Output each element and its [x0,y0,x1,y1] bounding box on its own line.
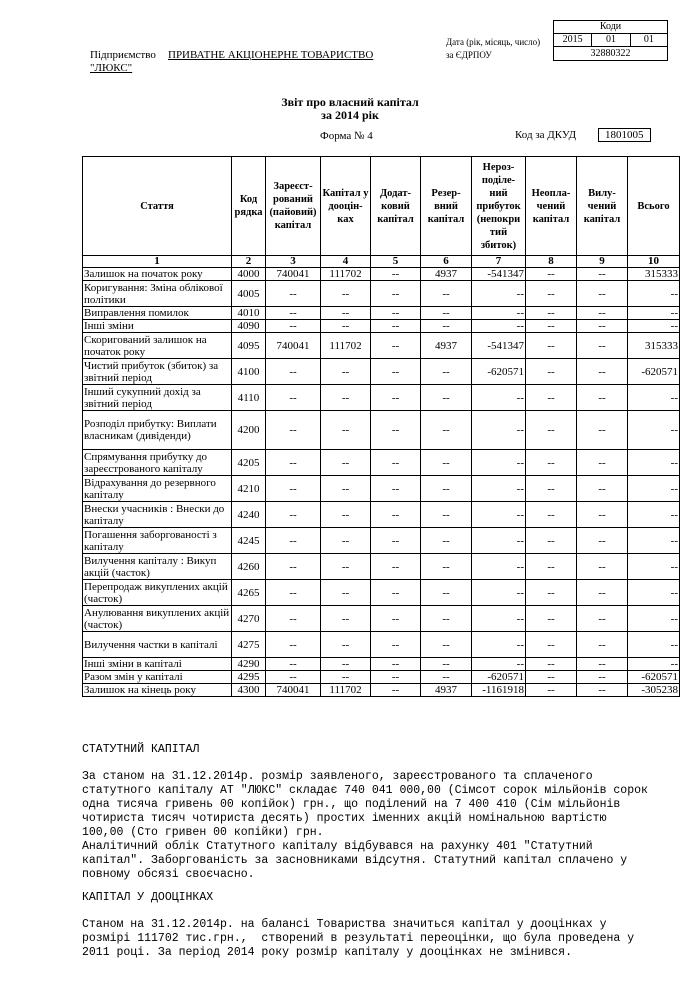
row-code: 4265 [232,580,266,606]
row-label: Інші зміни [83,320,232,333]
cell-value: -- [526,450,577,476]
cell-value: -- [472,502,526,528]
cell-value: 4937 [421,268,472,281]
cell-value: -- [526,385,577,411]
cell-value: -305238 [628,684,680,697]
cell-value: -- [472,385,526,411]
row-label: Відрахування до резервного капіталу [83,476,232,502]
row-label: Разом змін у капіталі [83,671,232,684]
cell-value: -- [321,671,371,684]
row-label: Внески учасників : Внески до капіталу [83,502,232,528]
cell-value: -- [371,554,421,580]
cell-value: -- [628,281,680,307]
column-header-1: Стаття [83,157,232,256]
codes-box [553,20,668,61]
table-row [83,684,680,697]
column-number: 9 [577,256,628,268]
cell-value: -- [577,606,628,632]
cell-value: -620571 [472,671,526,684]
cell-value: -- [628,554,680,580]
enterprise-name: ПРИВАТНЕ АКЦІОНЕРНЕ ТОВАРИСТВО [168,49,374,61]
column-number: 2 [232,256,266,268]
row-label: Перепродаж викуплених акцій (часток) [83,580,232,606]
row-code: 4245 [232,528,266,554]
table-row [83,333,680,359]
row-label: Розподіл прибутку: Виплати власникам (дивіденди) [83,411,232,450]
cell-value: -- [371,528,421,554]
dkud-code: 1801005 [598,128,651,142]
table-row [83,411,680,450]
cell-value: -- [371,658,421,671]
cell-value: 315333 [628,268,680,281]
cell-value: -- [371,684,421,697]
cell-value: -- [628,307,680,320]
column-number: 3 [266,256,321,268]
cell-value: 740041 [266,333,321,359]
cell-value: -- [628,385,680,411]
cell-value: -- [321,476,371,502]
cell-value: -- [577,333,628,359]
table-row [83,580,680,606]
cell-value: -- [577,502,628,528]
cell-value: -- [371,268,421,281]
row-code: 4300 [232,684,266,697]
cell-value: -- [321,580,371,606]
table-row [83,450,680,476]
cell-value: -1161918 [472,684,526,697]
cell-value: -- [577,281,628,307]
row-label: Виправлення помилок [83,307,232,320]
cell-value: -- [371,502,421,528]
column-number: 7 [472,256,526,268]
row-code: 4095 [232,333,266,359]
cell-value: -- [321,385,371,411]
column-number: 5 [371,256,421,268]
table-row [83,632,680,658]
cell-value: -- [472,554,526,580]
table-row [83,359,680,385]
cell-value: -- [577,320,628,333]
cell-value: -- [577,658,628,671]
cell-value: -- [628,658,680,671]
row-code: 4260 [232,554,266,580]
table-row [83,502,680,528]
cell-value: -- [628,580,680,606]
row-label: Залишок на початок року [83,268,232,281]
column-number: 8 [526,256,577,268]
cell-value: -- [472,307,526,320]
cell-value: 4937 [421,333,472,359]
cell-value: -- [472,632,526,658]
cell-value: -- [371,580,421,606]
column-header-10: Всього [628,157,680,256]
row-code: 4240 [232,502,266,528]
column-header-8: Неопла-чений капітал [526,157,577,256]
cell-value: -- [421,554,472,580]
cell-value: -- [526,411,577,450]
cell-value: 111702 [321,684,371,697]
column-header-3: Зареєст-рований (пайовий) капітал [266,157,321,256]
cell-value: -- [628,450,680,476]
cell-value: -- [577,632,628,658]
cell-value: -- [421,606,472,632]
cell-value: -- [577,411,628,450]
row-code: 4210 [232,476,266,502]
cell-value: -- [266,554,321,580]
row-label: Погашення заборгованості з капіталу [83,528,232,554]
cell-value: -- [526,606,577,632]
cell-value: -541347 [472,333,526,359]
row-label: Коригування: Зміна облікової політики [83,281,232,307]
cell-value: -- [526,580,577,606]
cell-value: -- [321,502,371,528]
column-header-2: Код рядка [232,157,266,256]
cell-value: -- [628,411,680,450]
row-label: Чистий прибуток (збиток) за звітний період [83,359,232,385]
cell-value: -- [266,320,321,333]
row-code: 4275 [232,632,266,658]
row-label: Інший сукупний дохід за звітний період [83,385,232,411]
cell-value: -- [421,281,472,307]
cell-value: -- [526,476,577,502]
edrpou-code: 32880322 [590,48,631,59]
cell-value: -- [321,658,371,671]
table-row [83,476,680,502]
cell-value: -- [472,528,526,554]
cell-value: -541347 [472,268,526,281]
cell-value: -- [371,411,421,450]
cell-value: -- [526,359,577,385]
cell-value: -- [472,476,526,502]
cell-value: -- [577,684,628,697]
cell-value: -- [371,671,421,684]
column-number: 1 [83,256,232,268]
cell-value: -- [421,320,472,333]
date-month: 01 [592,34,630,46]
note-paragraph-2: Станом на 31.12.2014р. на балансі Товариства значиться капітал у дооцінках у розмірі 111702 тис.грн., створений в результаті переоцінки, що була проведена у 2011 році. За період 2014 року розмір капіталу у дооцінках не змінився. [82,918,635,959]
row-label: Інші зміни в капіталі [83,658,232,671]
row-code: 4090 [232,320,266,333]
cell-value: -- [371,450,421,476]
row-code: 4295 [232,671,266,684]
cell-value: -- [321,632,371,658]
cell-value: -- [526,528,577,554]
cell-value: -- [421,450,472,476]
cell-value: -- [266,671,321,684]
cell-value: -- [577,359,628,385]
cell-value: -- [577,476,628,502]
cell-value: -- [421,476,472,502]
cell-value: -- [371,632,421,658]
row-label: Спрямування прибутку до зареєстрованого капіталу [83,450,232,476]
cell-value: -- [266,450,321,476]
row-code: 4010 [232,307,266,320]
row-code: 4110 [232,385,266,411]
cell-value: -- [421,528,472,554]
cell-value: -- [472,658,526,671]
column-number: 10 [628,256,680,268]
row-label: Вилучення капіталу : Викуп акцій (часток) [83,554,232,580]
cell-value: 740041 [266,684,321,697]
cell-value: -- [472,281,526,307]
cell-value: -- [321,411,371,450]
cell-value: -- [421,671,472,684]
equity-table [82,156,680,697]
cell-value: -- [526,268,577,281]
cell-value: -- [321,528,371,554]
cell-value: -- [577,580,628,606]
cell-value: -- [421,502,472,528]
report-period: за 2014 рік [321,108,379,122]
column-number: 6 [421,256,472,268]
cell-value: -- [371,307,421,320]
table-row [83,606,680,632]
note-heading-1: СТАТУТНИЙ КАПІТАЛ [82,743,200,756]
date-year: 2015 [554,34,592,46]
cell-value: -- [421,307,472,320]
row-label: Скоригований залишок на початок року [83,333,232,359]
cell-value: -- [266,632,321,658]
cell-value: 740041 [266,268,321,281]
report-title: Звіт про власний капітал [281,95,419,109]
cell-value: -- [421,385,472,411]
cell-value: 315333 [628,333,680,359]
cell-value: -- [472,320,526,333]
cell-value: -- [526,281,577,307]
cell-value: -- [472,450,526,476]
cell-value: -- [321,450,371,476]
table-row [83,385,680,411]
row-code: 4000 [232,268,266,281]
cell-value: -- [266,411,321,450]
table-row [83,658,680,671]
cell-value: -- [628,320,680,333]
row-label: Залишок на кінець року [83,684,232,697]
row-code: 4205 [232,450,266,476]
cell-value: -- [628,476,680,502]
table-row [83,671,680,684]
cell-value: -- [577,554,628,580]
cell-value: -- [526,671,577,684]
cell-value: 4937 [421,684,472,697]
form-number: Форма № 4 [320,130,373,142]
cell-value: -- [266,385,321,411]
table-row [83,528,680,554]
cell-value: -- [371,606,421,632]
cell-value: -- [577,268,628,281]
cell-value: -- [321,359,371,385]
column-header-5: Додат-ковий капітал [371,157,421,256]
cell-value: -620571 [472,359,526,385]
dkud-label: Код за ДКУД [515,129,577,141]
cell-value: -- [526,502,577,528]
table-row [83,554,680,580]
column-header-4: Капітал у дооцін-ках [321,157,371,256]
table-row [83,320,680,333]
cell-value: -- [371,320,421,333]
row-code: 4200 [232,411,266,450]
cell-value: -- [421,658,472,671]
cell-value: -- [321,606,371,632]
enterprise-label: Підприємство [90,49,156,61]
codes-title: Коди [554,21,667,34]
cell-value: -- [421,411,472,450]
enterprise-name-2: "ЛЮКС" [90,62,133,74]
cell-value: -- [526,658,577,671]
cell-value: -- [266,476,321,502]
cell-value: 111702 [321,268,371,281]
edrpou-label: за ЄДРПОУ [446,50,492,60]
cell-value: -- [472,580,526,606]
cell-value: -- [321,281,371,307]
cell-value: -- [526,333,577,359]
date-day: 01 [643,34,654,45]
cell-value: -- [526,684,577,697]
column-header-6: Резер-вний капітал [421,157,472,256]
cell-value: -- [526,320,577,333]
cell-value: -- [628,528,680,554]
note-heading-2: КАПІТАЛ У ДООЦІНКАХ [82,891,214,904]
cell-value: -- [371,281,421,307]
cell-value: -- [266,502,321,528]
row-label: Вилучення частки в капіталі [83,632,232,658]
cell-value: -620571 [628,671,680,684]
row-code: 4005 [232,281,266,307]
table-row [83,281,680,307]
cell-value: -620571 [628,359,680,385]
cell-value: -- [577,528,628,554]
cell-value: -- [526,307,577,320]
cell-value: -- [266,359,321,385]
column-header-9: Вилу-чений капітал [577,157,628,256]
cell-value: -- [526,632,577,658]
cell-value: -- [472,606,526,632]
row-code: 4270 [232,606,266,632]
cell-value: -- [577,385,628,411]
row-code: 4290 [232,658,266,671]
note-paragraph-1: За станом на 31.12.2014р. розмір заявленого, зареєстрованого та сплаченого статутного капіталу АТ "ЛЮКС" складає 740 041 000,00 (Сімсот сорок мільйонів сорок одна тисяча гривень 00 копійок) грн., що поділений на 7 400 410 (Сім мільйонів чотириста тисяч чотириста десять) простих іменних акцій номінальною вартістю 100,00 (Сто гривен 00 копійки) грн. Аналітичний облік Статутного капіталу відбувався на рахунку 401 "Статутний капітал". Заборгованість за засновниками відсутня. Статутний капітал сплачено у повному обсязі своєчасно. [82,770,648,881]
cell-value: -- [472,411,526,450]
cell-value: -- [371,359,421,385]
cell-value: -- [266,281,321,307]
cell-value: -- [321,554,371,580]
cell-value: -- [577,307,628,320]
table-row [83,307,680,320]
column-number: 4 [321,256,371,268]
cell-value: -- [371,333,421,359]
cell-value: 111702 [321,333,371,359]
row-label: Анулювання викуплених акцій (часток) [83,606,232,632]
cell-value: -- [526,554,577,580]
cell-value: -- [321,307,371,320]
cell-value: -- [321,320,371,333]
cell-value: -- [628,632,680,658]
date-label: Дата (рік, місяць, число) [446,37,541,47]
cell-value: -- [266,606,321,632]
cell-value: -- [266,307,321,320]
cell-value: -- [628,606,680,632]
cell-value: -- [266,580,321,606]
cell-value: -- [421,359,472,385]
cell-value: -- [577,450,628,476]
cell-value: -- [421,580,472,606]
cell-value: -- [266,528,321,554]
cell-value: -- [266,658,321,671]
column-header-7: Нероз-поділе-ний прибуток (непокри тий збиток) [472,157,526,256]
row-code: 4100 [232,359,266,385]
table-row [83,268,680,281]
cell-value: -- [371,385,421,411]
cell-value: -- [628,502,680,528]
cell-value: -- [577,671,628,684]
cell-value: -- [371,476,421,502]
cell-value: -- [421,632,472,658]
